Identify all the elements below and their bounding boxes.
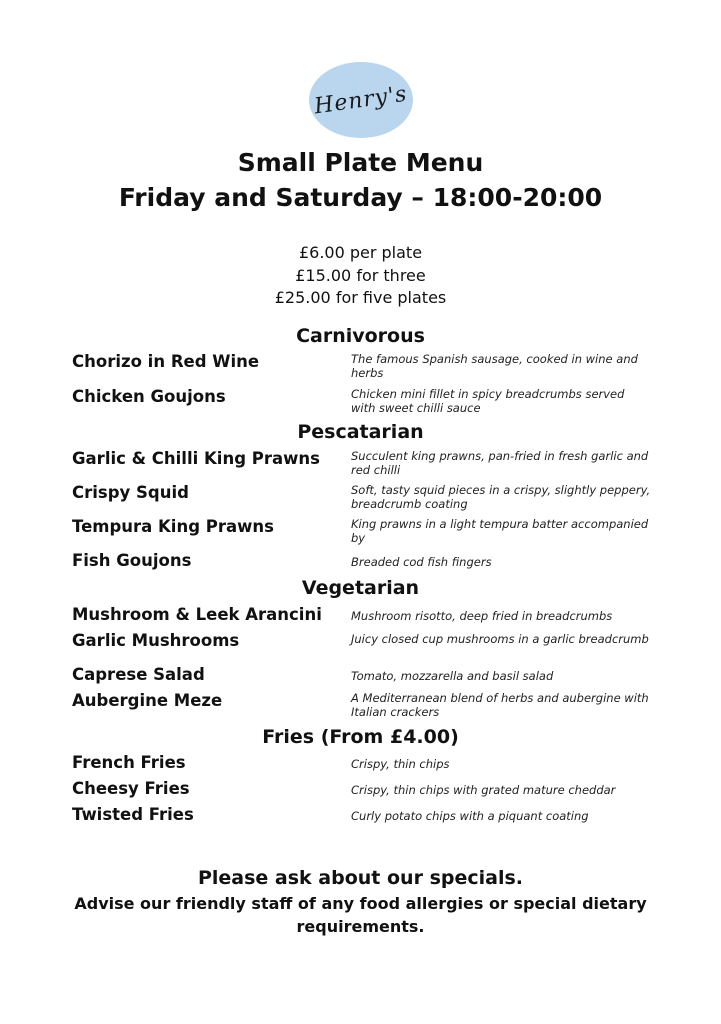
section-title-pescatarian: Pescatarian: [297, 421, 424, 443]
item-description: King prawns in a light tempura batter accompanied by: [351, 517, 649, 545]
item-name: Chicken Goujons: [72, 387, 226, 406]
item-description: Tomato, mozzarella and basil salad: [351, 669, 554, 683]
menu-title: Small Plate Menu: [237, 148, 484, 177]
item-description: Crispy, thin chips: [351, 757, 450, 771]
price-line: £25.00 for five plates: [274, 288, 447, 307]
item-name: French Fries: [72, 753, 186, 772]
item-description: Crispy, thin chips with grated mature cheddar: [351, 783, 616, 797]
item-description: Curly potato chips with a piquant coating: [351, 809, 589, 823]
item-name: Fish Goujons: [72, 551, 192, 570]
item-name: Chorizo in Red Wine: [72, 352, 260, 371]
item-name: Mushroom & Leek Arancini: [72, 605, 322, 624]
section-title-carnivorous: Carnivorous: [296, 325, 425, 347]
allergy-note: Advise our friendly staff of any food allergies or special dietary requirements.: [74, 894, 647, 936]
item-description: Succulent king prawns, pan-fried in fresh garlic and red chilli: [351, 449, 649, 477]
item-name: Garlic Mushrooms: [72, 631, 240, 650]
item-name: Cheesy Fries: [72, 779, 190, 798]
price-line: £6.00 per plate: [298, 243, 423, 262]
item-name: Caprese Salad: [72, 665, 205, 684]
price-line: £15.00 for three: [295, 265, 426, 285]
item-description: Chicken mini fillet in spicy breadcrumbs served with sweet chilli sauce: [351, 387, 625, 415]
price-list: [0, 242, 721, 310]
item-name: Crispy Squid: [72, 483, 189, 502]
item-description: A Mediterranean blend of herbs and aubergine with Italian crackers: [351, 691, 649, 719]
item-description: Breaded cod fish fingers: [351, 555, 492, 569]
item-description: Mushroom risotto, deep fried in breadcrumbs: [351, 609, 613, 623]
henrys-logo: [309, 62, 413, 138]
specials-note: Please ask about our specials.: [197, 867, 524, 889]
item-name: Tempura King Prawns: [72, 517, 274, 536]
menu-subtitle: Friday and Saturday – 18:00-20:00: [118, 183, 603, 212]
item-description: The famous Spanish sausage, cooked in wine and herbs: [351, 352, 638, 380]
item-name: Aubergine Meze: [72, 691, 223, 710]
section-title-fries: Fries (From £4.00): [262, 726, 459, 748]
section-title-vegetarian: Vegetarian: [301, 577, 420, 599]
item-name: Twisted Fries: [72, 805, 194, 824]
item-description: Juicy closed cup mushrooms in a garlic breadcrumb: [351, 632, 649, 646]
logo-text: Henry's: [312, 81, 410, 119]
item-description: Soft, tasty squid pieces in a crispy, slightly peppery, breadcrumb coating: [351, 483, 651, 511]
item-name: Garlic & Chilli King Prawns: [72, 449, 320, 468]
